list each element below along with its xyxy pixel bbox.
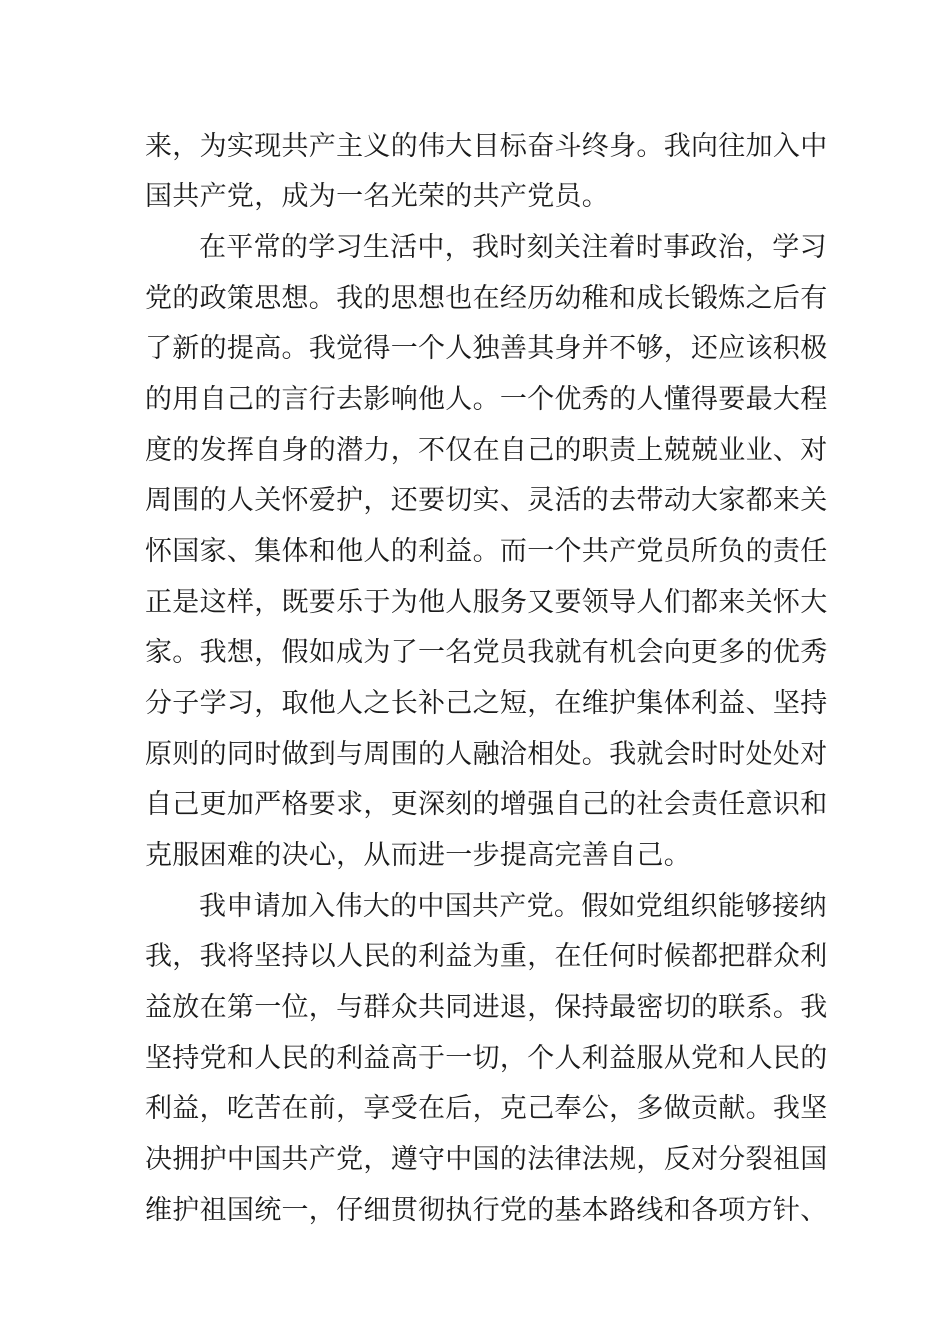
text-line: 怀国家、集体和他人的利益。而一个共产党员所负的责任 <box>145 536 828 567</box>
text-line: 的用自己的言行去影响他人。一个优秀的人懂得要最大程 <box>145 384 828 415</box>
paragraph-first-line: 在平常的学习生活中，我时刻关注着时事政治，学习 <box>199 232 827 263</box>
text-line: 了新的提高。我觉得一个人独善其身并不够，还应该积极 <box>145 333 828 364</box>
text-line: 党的政策思想。我的思想也在经历幼稚和成长锻炼之后有 <box>145 283 828 314</box>
text-line: 益放在第一位，与群众共同进退，保持最密切的联系。我 <box>145 992 828 1023</box>
text-line: 我，我将坚持以人民的利益为重，在任何时候都把群众利 <box>145 941 828 972</box>
text-line: 周围的人关怀爱护，还要切实、灵活的去带动大家都来关 <box>145 485 828 516</box>
text-line: 决拥护中国共产党，遵守中国的法律法规，反对分裂祖国 <box>145 1144 828 1175</box>
text-line: 利益，吃苦在前，享受在后，克己奉公，多做贡献。我坚 <box>145 1093 828 1124</box>
text-line: 来，为实现共产主义的伟大目标奋斗终身。我向往加入中 <box>145 131 828 162</box>
text-line: 自己更加严格要求，更深刻的增强自己的社会责任意识和 <box>145 789 828 820</box>
text-line: 度的发挥自身的潜力，不仅在自己的职责上兢兢业业、对 <box>145 435 828 466</box>
text-line: 国共产党，成为一名光荣的共产党员。 <box>145 181 610 212</box>
text-line: 维护祖国统一，仔细贯彻执行党的基本路线和各项方针、 <box>145 1195 828 1226</box>
paragraph-first-line: 我申请加入伟大的中国共产党。假如党组织能够接纳 <box>199 891 827 922</box>
text-line: 家。我想，假如成为了一名党员我就有机会向更多的优秀 <box>145 637 828 668</box>
text-line: 分子学习，取他人之长补己之短，在维护集体利益、坚持 <box>145 688 828 719</box>
text-line: 正是这样，既要乐于为他人服务又要领导人们都来关怀大 <box>145 587 828 618</box>
text-line: 原则的同时做到与周围的人融洽相处。我就会时时处处对 <box>145 739 828 770</box>
text-line: 克服困难的决心，从而进一步提高完善自己。 <box>145 840 691 871</box>
text-line: 坚持党和人民的利益高于一切，个人利益服从党和人民的 <box>145 1043 828 1074</box>
